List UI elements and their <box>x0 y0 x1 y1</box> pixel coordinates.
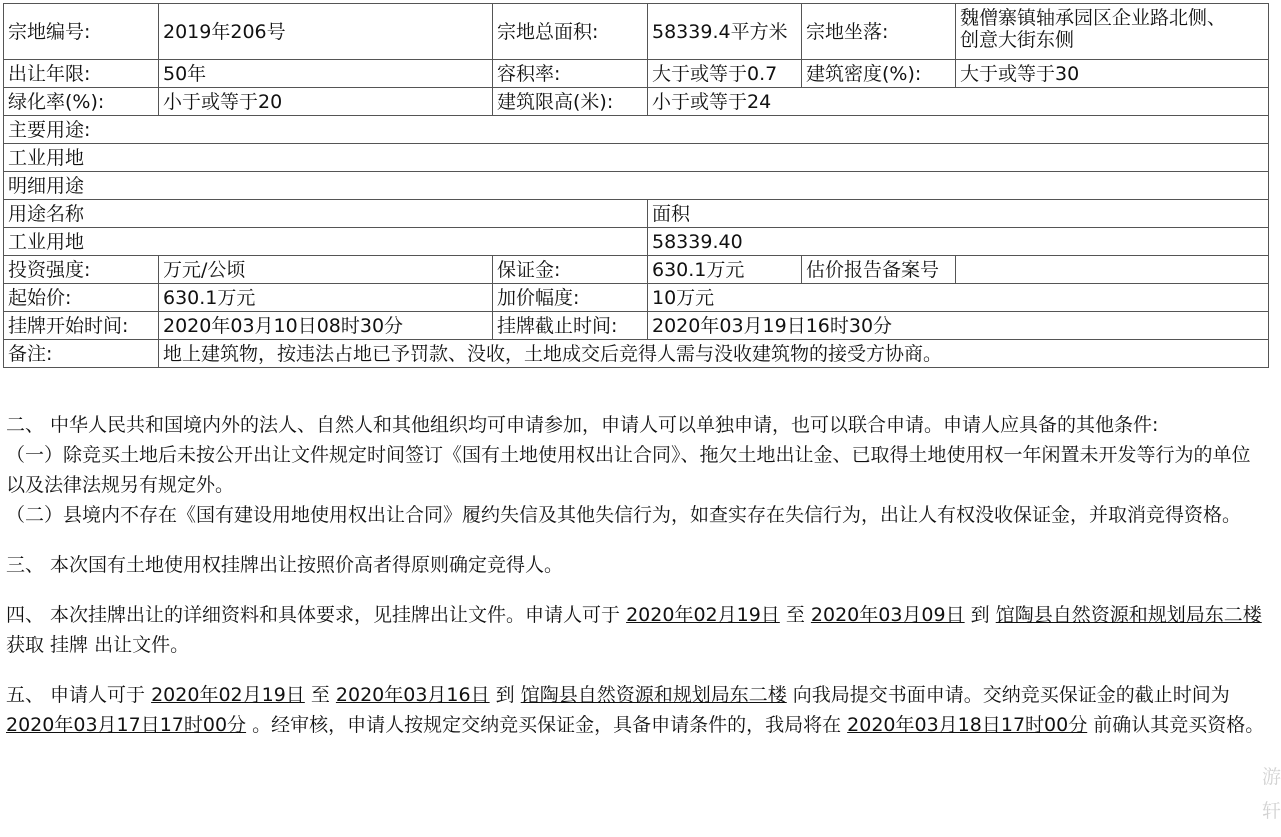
section-5-text: 前确认其竞买资格。 <box>1087 714 1265 736</box>
section-4-text: 获取 挂牌 出让文件。 <box>6 634 190 656</box>
deposit-value: 630.1万元 <box>648 256 802 284</box>
listing-start-label: 挂牌开始时间: <box>4 312 159 340</box>
section-4-text: 至 <box>779 604 811 626</box>
obtain-end-date: 2020年03月09日 <box>810 604 965 626</box>
table-row <box>4 172 1269 200</box>
table-row <box>4 312 1269 340</box>
parcel-number-label: 宗地编号: <box>4 4 159 60</box>
apply-place: 馆陶县自然资源和规划局东二楼 <box>520 684 787 706</box>
green-rate-label: 绿化率(%): <box>4 88 159 116</box>
increment-value: 10万元 <box>648 284 1269 312</box>
table-row <box>4 144 1269 172</box>
section-4-text: 四、 本次挂牌出让的详细资料和具体要求，见挂牌出让文件。申请人可于 <box>6 604 627 626</box>
total-area-value: 58339.4平方米 <box>648 4 802 60</box>
appraisal-record-value <box>956 256 1269 284</box>
parcel-number-value: 2019年206号 <box>159 4 493 60</box>
area-cell: 58339.40 <box>648 228 1269 256</box>
area-header: 面积 <box>648 200 1269 228</box>
obtain-start-date: 2020年02月19日 <box>626 604 780 626</box>
table-row <box>4 340 1269 368</box>
term-label: 出让年限: <box>4 60 159 88</box>
term-value: 50年 <box>159 60 493 88</box>
location-label: 宗地坐落: <box>802 4 956 60</box>
apply-start-date: 2020年02月19日 <box>151 684 305 706</box>
remarks-value: 地上建筑物，按违法占地已予罚款、没收，土地成交后竞得人需与没收建筑物的接受方协商。 <box>159 340 1269 368</box>
use-name-header: 用途名称 <box>4 200 648 228</box>
table-row <box>4 88 1269 116</box>
section-3: 三、 本次国有土地使用权挂牌出让按照价高者得原则确定竞得人。 <box>6 554 564 576</box>
increment-label: 加价幅度: <box>493 284 648 312</box>
table-row <box>4 256 1269 284</box>
section-5-text: 至 <box>304 684 336 706</box>
main-use-value: 工业用地 <box>4 144 1269 172</box>
building-density-label: 建筑密度(%): <box>802 60 956 88</box>
section-2-lead: 二、 中华人民共和国境内外的法人、自然人和其他组织均可申请参加，申请人可以单独申请，也可以联合申请。申请人应具备的其他条件: <box>6 414 1159 436</box>
section-2-item-1: （一）除竞买土地后未按公开出让文件规定时间签订《国有土地使用权出让合同》、拖欠土地出让金、已取得土地使用权一年闲置未开发等行为的单位以及法律法规另有规定外。 <box>6 444 1251 496</box>
investment-label: 投资强度: <box>4 256 159 284</box>
height-limit-value: 小于或等于24 <box>648 88 1269 116</box>
section-5-text: 。经审核，申请人按规定交纳竞买保证金，具备申请条件的，我局将在 <box>246 714 848 736</box>
remarks-label: 备注: <box>4 340 159 368</box>
section-5-text: 向我局提交书面申请。交纳竞买保证金的截止时间为 <box>786 684 1230 706</box>
table-row <box>4 284 1269 312</box>
height-limit-label: 建筑限高(米): <box>493 88 648 116</box>
apply-end-date: 2020年03月16日 <box>335 684 490 706</box>
table-row <box>4 116 1269 144</box>
section-5-text: 到 <box>489 684 521 706</box>
starting-price-label: 起始价: <box>4 284 159 312</box>
detail-use-heading: 明细用途 <box>4 172 1269 200</box>
deposit-label: 保证金: <box>493 256 648 284</box>
land-parcel-table <box>3 3 1269 368</box>
appraisal-record-label: 估价报告备案号 <box>802 256 956 284</box>
section-4-text: 到 <box>964 604 996 626</box>
main-use-label: 主要用途: <box>4 116 1269 144</box>
starting-price-value: 630.1万元 <box>159 284 493 312</box>
use-name-cell: 工业用地 <box>4 228 648 256</box>
investment-value: 万元/公顷 <box>159 256 493 284</box>
deposit-deadline: 2020年03月17日17时00分 <box>6 714 247 736</box>
plot-ratio-value: 大于或等于0.7 <box>648 60 802 88</box>
listing-end-value: 2020年03月19日16时30分 <box>648 312 1269 340</box>
plot-ratio-label: 容积率: <box>493 60 648 88</box>
green-rate-value: 小于或等于20 <box>159 88 493 116</box>
watermark: 游轩 <box>1262 766 1281 822</box>
table-row <box>4 200 1269 228</box>
listing-end-label: 挂牌截止时间: <box>493 312 648 340</box>
section-5 <box>6 680 1268 740</box>
obtain-place: 馆陶县自然资源和规划局东二楼 <box>995 604 1262 626</box>
listing-start-value: 2020年03月10日08时30分 <box>159 312 493 340</box>
building-density-value: 大于或等于30 <box>956 60 1269 88</box>
table-row <box>4 4 1269 60</box>
section-5-text: 五、 申请人可于 <box>6 684 152 706</box>
location-line-1: 魏僧寨镇轴承园区企业路北侧、 <box>960 7 1227 29</box>
announcement-body <box>6 410 1268 740</box>
section-2-item-2: （二）县境内不存在《国有建设用地使用权出让合同》履约失信及其他失信行为，如查实存在失信行为，出让人有权没收保证金，并取消竞得资格。 <box>6 504 1242 526</box>
location-value <box>956 4 1269 60</box>
total-area-label: 宗地总面积: <box>493 4 648 60</box>
table-row <box>4 228 1269 256</box>
section-4 <box>6 600 1268 660</box>
table-row <box>4 60 1269 88</box>
location-line-2: 创意大街东侧 <box>960 29 1075 51</box>
qualification-deadline: 2020年03月18日17时00分 <box>847 714 1088 736</box>
